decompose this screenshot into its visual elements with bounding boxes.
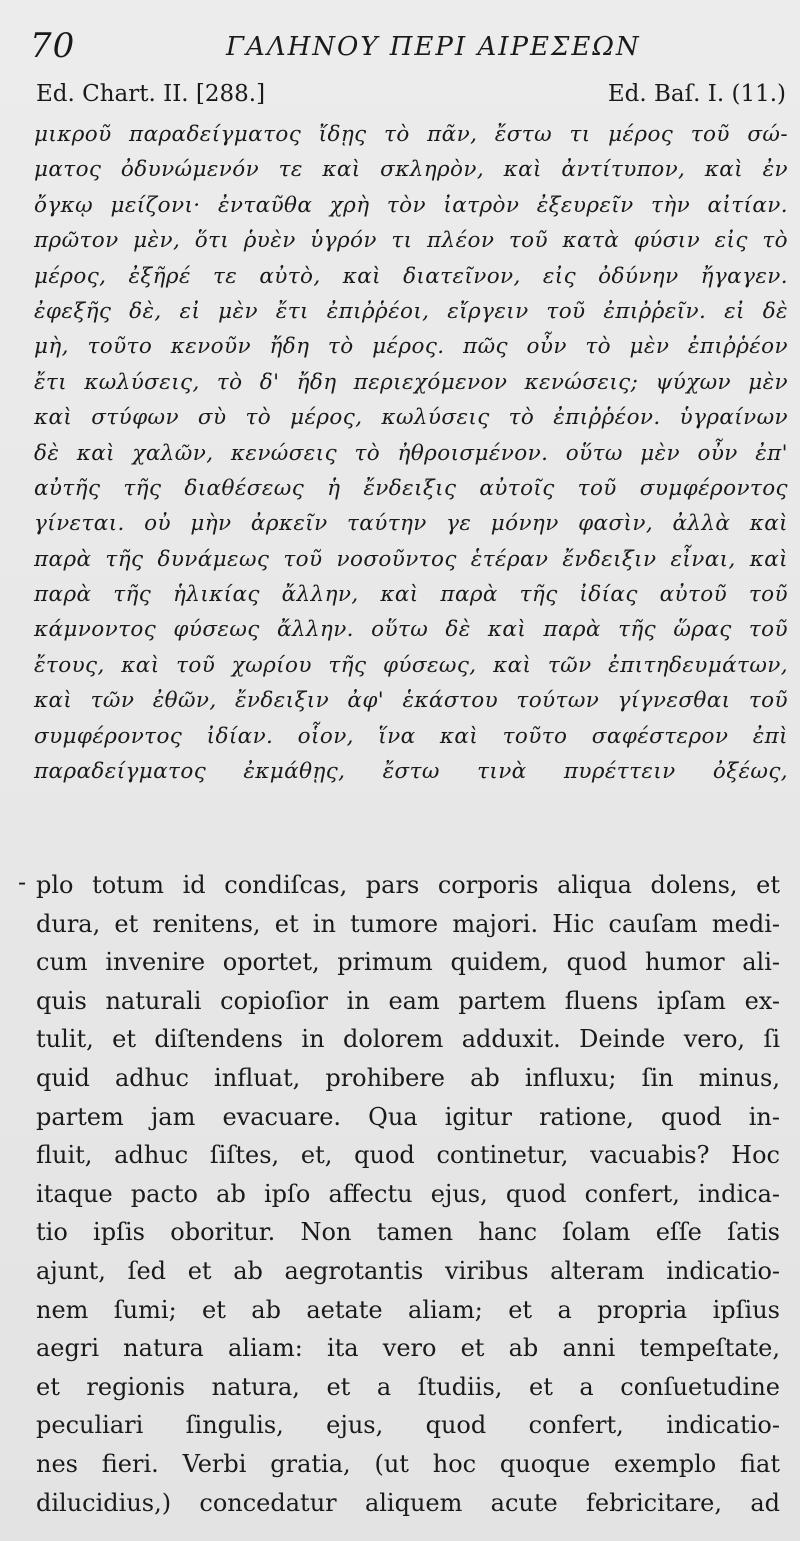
latin-line: dilucidius,) concedatur aliquem acute febricitare, ad [36,1488,780,1517]
latin-line: cum invenire oportet, primum quidem, quod humor ali- [36,948,780,977]
edition-reference-right: Ed. Baſ. I. (11.) [607,81,786,107]
latin-line: ajunt, ſed et ab aegrotantis viribus alteram indicatio- [36,1256,780,1285]
greek-line: γίνεται. οὐ μὴν ἀρκεῖν ταύτην γε μόνην φασὶν, ἀλλὰ καὶ [34,511,788,537]
latin-line: tio ipſis oboritur. Non tamen hanc ſolam eſſe ſatis [36,1218,780,1247]
latin-line: nem ſumi; et ab aetate aliam; et a propria ipſius [36,1295,780,1324]
latin-line: fluit, adhuc ſiſtes, et, quod continetur, vacuabis? Hoc [36,1141,780,1170]
page-number: 70 [30,26,76,66]
latin-margin-mark: - [18,868,27,896]
greek-line: δὲ καὶ χαλῶν, κενώσεις τὸ ἠθροισμένον. οὕτω μὲν οὖν ἐπ' [34,440,788,466]
edition-reference-left: Ed. Chart. II. [288.] [36,81,266,107]
latin-line: quis naturali copioſior in eam partem fluens ipſam ex- [36,986,780,1015]
greek-line: παρὰ τῆς ἡλικίας ἄλλην, καὶ παρὰ τῆς ἰδίας αὐτοῦ τοῦ [34,582,788,608]
greek-line: αὐτῆς τῆς διαθέσεως ἡ ἔνδειξις αὐτοῖς τοῦ συμφέροντος [34,475,788,501]
latin-line: quid adhuc influat, prohibere ab influxu; ſin minus, [36,1063,780,1092]
greek-line: κάμνοντος φύσεως ἄλλην. οὕτω δὲ καὶ παρὰ τῆς ὥρας τοῦ [34,617,788,643]
greek-line: συμφέροντος ἰδίαν. οἷον, ἵνα καὶ τοῦτο σαφέστερον ἐπὶ [34,723,788,749]
greek-line: μέρος, ἐξῆρέ τε αὐτὸ, καὶ διατεῖνον, εἰς ὀδύνην ἤγαγεν. [34,263,788,289]
greek-line: μὴ, τοῦτο κενοῦν ἤδη τὸ μέρος. πῶς οὖν τὸ μὲν ἐπιῤῥέον [34,334,788,360]
greek-line: ὄγκῳ μείζονι· ἐνταῦθα χρὴ τὸν ἰατρὸν ἐξευρεῖν τὴν αἰτίαν. [34,192,788,218]
greek-line: ἔτους, καὶ τοῦ χωρίου τῆς φύσεως, καὶ τῶν ἐπιτηδευμάτων, [34,652,788,678]
greek-line: ματος ὀδυνώμενόν τε καὶ σκληρὸν, καὶ ἀντίτυπον, καὶ ἐν [34,157,788,183]
running-title: ΓΑΛΗΝΟΥ ΠΕΡΙ ΑΙΡΕΣΕΩΝ [226,32,641,62]
latin-line: et regionis natura, et a ſtudiis, et a conſuetudine [36,1372,780,1401]
latin-line: aegri natura aliam: ita vero et ab anni tempeſtate, [36,1334,780,1363]
greek-line: παραδείγματος ἐκμάθῃς, ἔστω τινὰ πυρέττειν ὀξέως, [34,759,788,785]
latin-line: itaque pacto ab ipſo affectu ejus, quod confert, indica- [36,1179,780,1208]
greek-line: ἔτι κωλύσεις, τὸ δ' ἤδη περιεχόμενον κενώσεις; ψύχων μὲν [34,369,788,395]
greek-line: μικροῦ παραδείγματος ἴδῃς τὸ πᾶν, ἔστω τι μέρος τοῦ σώ- [34,122,788,147]
latin-line: plo totum id condiſcas, pars corporis aliqua dolens, et [36,871,780,899]
greek-line: παρὰ τῆς δυνάμεως τοῦ νοσοῦντος ἑτέραν ἔνδειξιν εἶναι, καὶ [34,546,788,572]
greek-line: καὶ τῶν ἐθῶν, ἔνδειξιν ἀφ' ἑκάστου τούτων γίγνεσθαι τοῦ [34,688,788,714]
greek-line: πρῶτον μὲν, ὅτι ῥυὲν ὑγρόν τι πλέον τοῦ κατὰ φύσιν εἰς τὸ [34,228,788,254]
greek-line: καὶ στύφων σὺ τὸ μέρος, κωλύσεις τὸ ἐπιῤῥέον. ὑγραίνων [34,405,788,431]
latin-line: dura, et renitens, et in tumore majori. Hic cauſam medi- [36,909,780,938]
latin-line: tulit, et diſtendens in dolorem adduxit. Deinde vero, ſi [36,1025,780,1054]
latin-line: partem jam evacuare. Qua igitur ratione, quod in- [36,1102,780,1131]
latin-text-block [36,866,780,1522]
latin-line: nes fieri. Verbi gratia, (ut hoc quoque exemplo fiat [36,1449,780,1478]
greek-line: ἐφεξῆς δὲ, εἰ μὲν ἔτι ἐπιῤῥέοι, εἴργειν τοῦ ἐπιῤῥεῖν. εἰ δὲ [34,298,788,324]
latin-line: peculiari ſingulis, ejus, quod confert, indicatio- [36,1411,780,1440]
greek-text-block [34,117,788,789]
